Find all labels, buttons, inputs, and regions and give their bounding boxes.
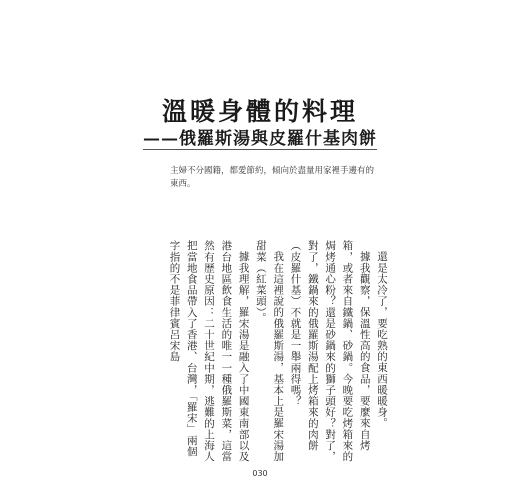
body-paragraph: 我在這裡說的俄羅斯湯，基本上是羅宋湯加甜菜（紅菜頭）。 — [254, 240, 285, 462]
body-paragraph: 據我觀察，保溫性高的食品，要麼來自烤箱，或者來自鐵鍋、砂鍋。今晚要吃烤箱來的焗烤通心粉？還是砂鍋來的獅子頭好？對了，對了，鐵鍋來的俄羅斯湯配上烤箱來的肉餅（皮羅什基）不就是一舉兩得嗎？ — [289, 240, 371, 462]
body-text-block — [146, 240, 390, 462]
chapter-title: 溫暖身體的料理 — [161, 97, 358, 126]
vertical-body-text — [146, 240, 390, 462]
body-paragraph: 據我理解，羅宋湯是融入了中國東南部以及港台地區飲食生活的唯一一種俄羅斯菜，這當然有歷史原因：二十世紀中期，逃難的上海人把當地食品帶入了香港、台灣，「羅宋」兩個字指的不是菲律賓呂宋島 — [168, 240, 250, 462]
title-divider — [143, 149, 377, 150]
intro-paragraph: 主婦不分國籍，都愛節約，傾向於盡量用家裡手邊有的東西。 — [170, 166, 375, 189]
body-paragraph: 還是太冷了，要吃熟的東西暖暖身。 — [376, 250, 388, 429]
page-number: 030 — [252, 469, 268, 478]
chapter-subtitle: ——俄羅斯湯與皮羅什基肉餅 — [143, 129, 377, 149]
